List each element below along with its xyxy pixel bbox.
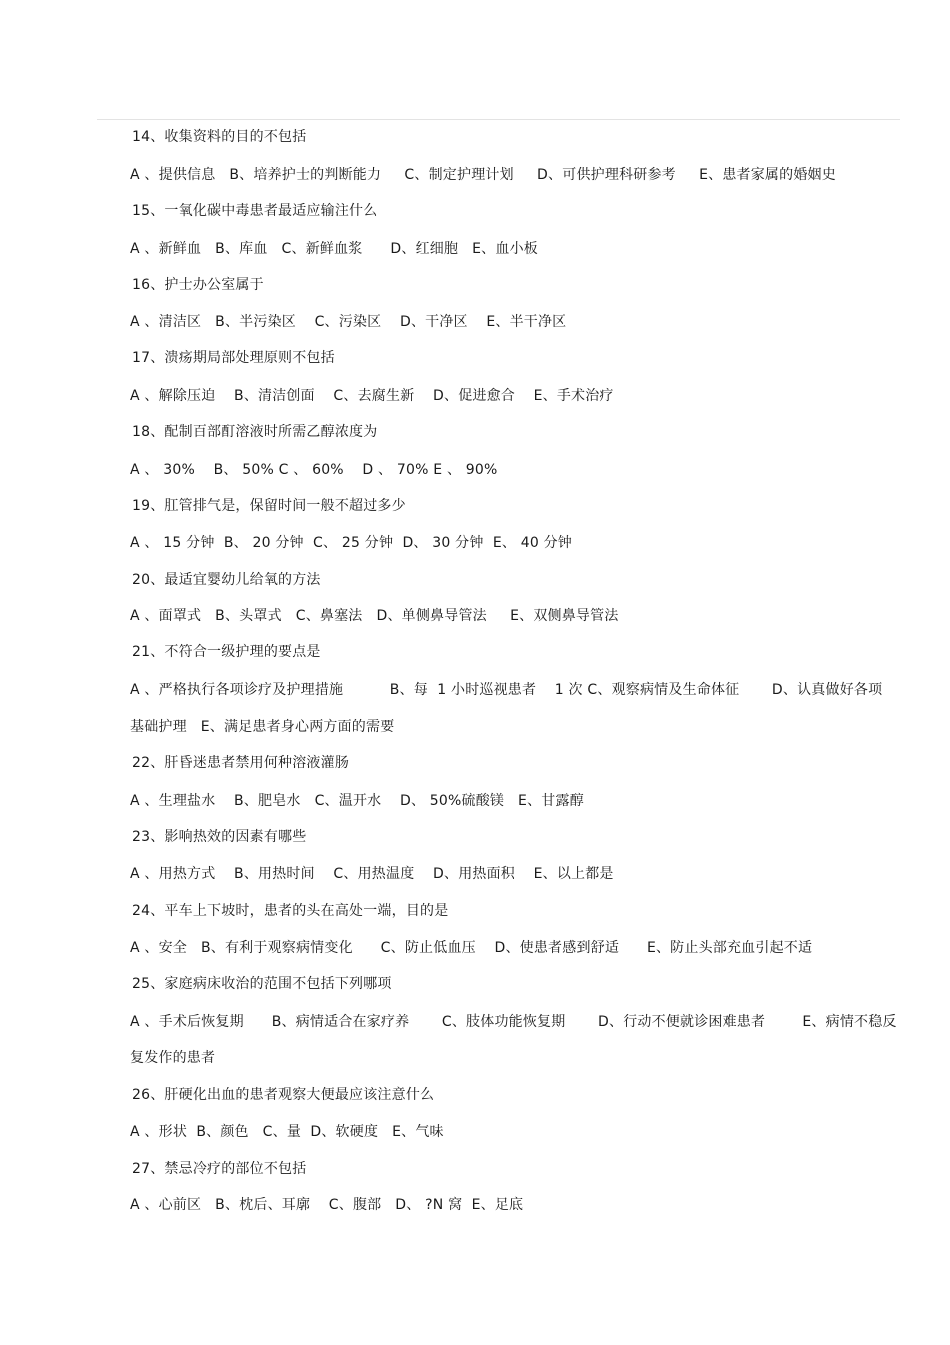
options-24: A 、安全 B、有利于观察病情变化 C、防止低血压 D、使患者感到舒适 E、防止头部充血引起不适 [130, 940, 813, 956]
question-15: 15、一氧化碳中毒患者最适应输注什么 [132, 203, 378, 219]
options-20: A 、面罩式 B、头罩式 C、鼻塞法 D、单侧鼻导管法 E、双侧鼻导管法 [130, 608, 619, 624]
question-22: 22、肝昏迷患者禁用何种溶液灌肠 [132, 755, 350, 771]
question-24: 24、平车上下坡时，患者的头在高处一端，目的是 [132, 903, 449, 919]
options-26: A 、形状 B、颜色 C、量 D、软硬度 E、气味 [130, 1124, 444, 1140]
options-21-continued: 基础护理 E、满足患者身心两方面的需要 [130, 719, 395, 735]
question-27: 27、禁忌冷疗的部位不包括 [132, 1161, 307, 1177]
options-22: A 、生理盐水 B、肥皂水 C、温开水 D、 50%硫酸镁 E、甘露醇 [130, 793, 584, 809]
options-21: A 、严格执行各项诊疗及护理措施 B、每 1 小时巡视患者 1 次 C、观察病情及生命体征 D、认真做好各项 [130, 682, 883, 698]
options-18: A 、 30% B、 50% C 、 60% D 、 70% E 、 90% [130, 462, 498, 478]
header-divider [97, 119, 900, 120]
question-14: 14、收集资料的目的不包括 [132, 129, 307, 145]
options-23: A 、用热方式 B、用热时间 C、用热温度 D、用热面积 E、以上都是 [130, 866, 614, 882]
question-23: 23、影响热效的因素有哪些 [132, 829, 307, 845]
options-14: A 、提供信息 B、培养护士的判断能力 C、制定护理计划 D、可供护理科研参考 E、患者家属的婚姻史 [130, 167, 836, 183]
options-17: A 、解除压迫 B、清洁创面 C、去腐生新 D、促进愈合 E、手术治疗 [130, 388, 614, 404]
question-16: 16、护士办公室属于 [132, 277, 264, 293]
options-25-continued: 复发作的患者 [130, 1050, 216, 1066]
options-27: A 、心前区 B、枕后、耳廓 C、腹部 D、 ?N 窝 E、足底 [130, 1197, 524, 1213]
options-15: A 、新鲜血 B、库血 C、新鲜血浆 D、红细胞 E、血小板 [130, 241, 538, 257]
question-18: 18、配制百部酊溶液时所需乙醇浓度为 [132, 424, 378, 440]
question-26: 26、肝硬化出血的患者观察大便最应该注意什么 [132, 1087, 435, 1103]
options-16: A 、清洁区 B、半污染区 C、污染区 D、干净区 E、半干净区 [130, 314, 567, 330]
question-17: 17、溃疡期局部处理原则不包括 [132, 350, 335, 366]
question-19: 19、肛管排气是，保留时间一般不超过多少 [132, 498, 406, 514]
options-19: A 、 15 分钟 B、 20 分钟 C、 25 分钟 D、 30 分钟 E、 40 分钟 [130, 535, 573, 551]
options-25: A 、手术后恢复期 B、病情适合在家疗养 C、肢体功能恢复期 D、行动不便就诊困难患者 E、病情不稳反 [130, 1014, 897, 1030]
question-21: 21、不符合一级护理的要点是 [132, 644, 321, 660]
question-20: 20、最适宜婴幼儿给氧的方法 [132, 572, 321, 588]
question-25: 25、家庭病床收治的范围不包括下列哪项 [132, 976, 392, 992]
